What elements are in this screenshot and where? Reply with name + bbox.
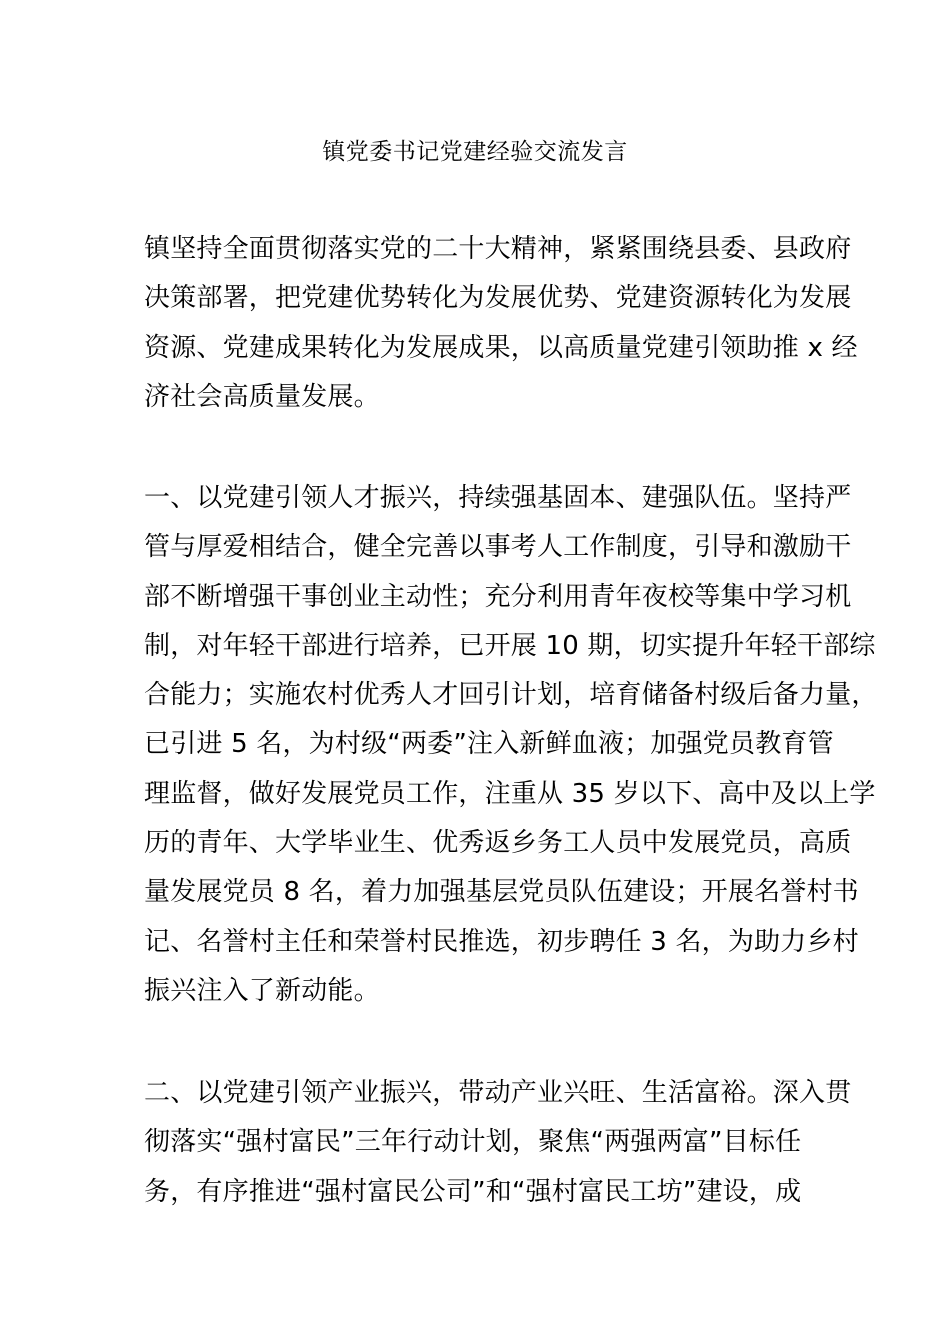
text-line: 振兴注入了新动能。 (144, 975, 380, 1006)
paragraph-talent-revitalization (144, 474, 878, 1016)
text-line: 决策部署，把党建优势转化为发展优势、党建资源转化为发展 (144, 283, 852, 314)
text-line: 济社会高质量发展。 (144, 381, 380, 412)
text-line: 资源、党建成果转化为发展成果，以高质量党建引领助推 x 经 (144, 332, 858, 363)
document-title: 镇党委书记党建经验交流发言 (322, 139, 628, 165)
text-line: 镇坚持全面贯彻落实党的二十大精神，紧紧围绕县委、县政府 (144, 234, 852, 264)
text-line: 制，对年轻干部进行培养，已开展 10 期，切实提升年轻干部综 (144, 630, 876, 661)
paragraph-intro (144, 225, 858, 422)
text-line: 一、以党建引领人才振兴，持续强基固本、建强队伍。坚持严 (144, 483, 852, 513)
paragraph-industry-revitalization (144, 1069, 852, 1217)
text-line: 已引进 5 名，为村级“两委”注入新鲜血液；加强党员教育管 (144, 729, 834, 760)
text-line: 务，有序推进“强村富民公司”和“强村富民工坊”建设，成 (144, 1176, 802, 1207)
text-line: 历的青年、大学毕业生、优秀返乡务工人员中发展党员，高质 (144, 828, 852, 859)
text-line: 二、以党建引领产业振兴，带动产业兴旺、生活富裕。深入贯 (144, 1078, 852, 1108)
text-line: 管与厚爱相结合，健全完善以事考人工作制度，引导和激励干 (144, 532, 852, 563)
text-line: 量发展党员 8 名，着力加强基层党员队伍建设；开展名誉村书 (144, 877, 859, 908)
text-line: 部不断增强干事创业主动性；充分利用青年夜校等集中学习机 (144, 581, 852, 612)
text-line: 彻落实“强村富民”三年行动计划，聚焦“两强两富”目标任 (144, 1127, 802, 1158)
text-line: 记、名誉村主任和荣誉村民推选，初步聘任 3 名，为助力乡村 (144, 926, 859, 957)
text-line: 合能力；实施农村优秀人才回引计划，培育储备村级后备力量， (144, 680, 878, 711)
text-line: 理监督，做好发展党员工作，注重从 35 岁以下、高中及以上学 (144, 778, 876, 809)
